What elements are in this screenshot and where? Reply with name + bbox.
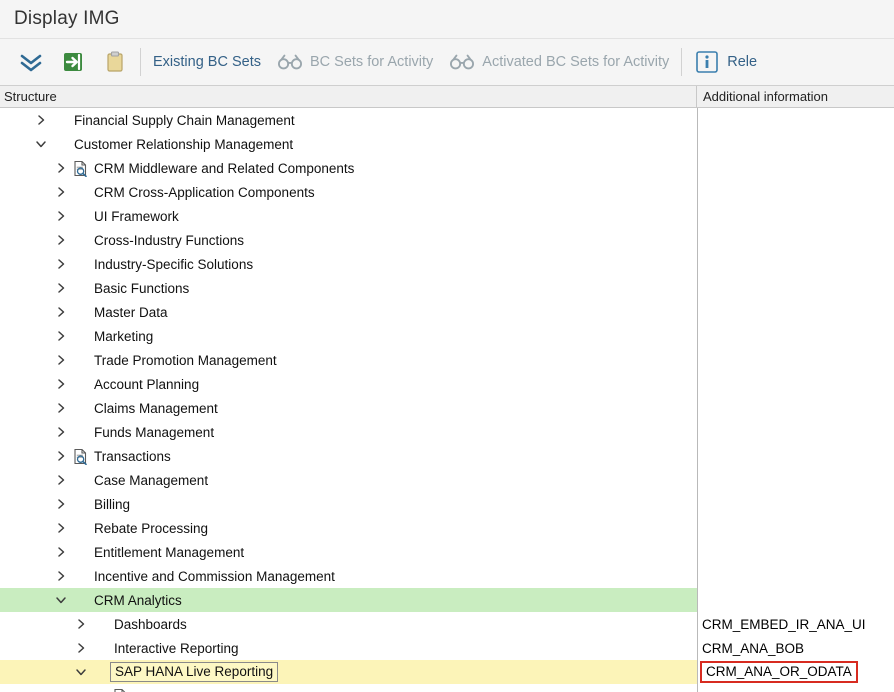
tree-node-label[interactable]: Rebate Processing [94, 520, 209, 536]
tree-row-additional-information-cell [697, 252, 894, 276]
tree-row-additional-information-cell [697, 180, 894, 204]
tree-row-structure-cell[interactable] [0, 324, 697, 348]
tree-row[interactable] [0, 180, 894, 204]
tree-row[interactable] [0, 228, 894, 252]
tree-node-label[interactable]: Trade Promotion Management [94, 352, 277, 368]
tree-row-additional-information-cell [697, 348, 894, 372]
double-chevron-down-icon [18, 49, 44, 75]
tree-row-additional-information-cell [697, 132, 894, 156]
tree-node-label[interactable]: CRM Analytics [94, 592, 182, 608]
tree-row-structure-cell[interactable] [0, 300, 697, 324]
existing-bc-sets-button[interactable] [145, 39, 269, 85]
chevron-down-icon[interactable] [72, 660, 90, 684]
chevron-down-icon[interactable] [52, 588, 70, 612]
chevron-right-icon[interactable] [52, 300, 70, 324]
tree-row-additional-information-cell [697, 564, 894, 588]
tree-row-additional-information-cell [697, 300, 894, 324]
toolbar-separator [140, 48, 141, 76]
tree-row[interactable] [0, 516, 894, 540]
tree-row-additional-information-cell [697, 516, 894, 540]
tree-node-label[interactable]: CRM Middleware and Related Components [94, 160, 355, 176]
chevron-right-icon[interactable] [52, 324, 70, 348]
tree-node-label[interactable]: Master Data [94, 304, 168, 320]
column-header-row [0, 86, 894, 108]
tree-row[interactable] [0, 132, 894, 156]
chevron-right-icon[interactable] [52, 564, 70, 588]
tree-row-structure-cell[interactable] [0, 444, 697, 468]
tree-row-structure-cell[interactable] [0, 348, 697, 372]
chevron-down-icon[interactable] [32, 132, 50, 156]
tree-row[interactable] [0, 276, 894, 300]
tree-row[interactable] [0, 492, 894, 516]
tree-row[interactable] [0, 444, 894, 468]
existing-bc-sets-label: Existing BC Sets [153, 54, 261, 70]
tree-node-label[interactable]: Basic Functions [94, 280, 190, 296]
tree-row-additional-information-cell [697, 324, 894, 348]
tree-row-structure-cell[interactable] [0, 516, 697, 540]
img-structure-tree[interactable] [0, 108, 894, 692]
arrow-into-box-icon [60, 49, 86, 75]
tree-row[interactable] [0, 468, 894, 492]
column-header-structure: Structure [0, 86, 697, 108]
tree-row-additional-information-cell [697, 276, 894, 300]
tree-row-structure-cell[interactable] [0, 156, 697, 180]
toolbar-separator [681, 48, 682, 76]
tree-node-label[interactable]: SAP HANA Live Reporting [110, 662, 278, 682]
tree-row-structure-cell[interactable] [0, 132, 697, 156]
tree-row-additional-information-cell [697, 660, 894, 684]
chevron-right-icon[interactable] [72, 612, 90, 636]
binoculars-icon [449, 49, 475, 75]
tree-row[interactable] [0, 612, 894, 636]
tree-row-structure-cell[interactable] [0, 468, 697, 492]
tree-row[interactable] [0, 324, 894, 348]
tree-row-structure-cell[interactable] [0, 660, 697, 684]
tree-row[interactable] [0, 420, 894, 444]
tree-row[interactable] [0, 684, 894, 692]
tree-row-additional-information-cell [697, 372, 894, 396]
tree-row-structure-cell[interactable] [0, 180, 697, 204]
tree-node-label[interactable]: Interactive Reporting [114, 640, 239, 656]
chevron-right-icon[interactable] [52, 444, 70, 468]
toolbar [0, 38, 894, 86]
tree-row-structure-cell[interactable] [0, 228, 697, 252]
tree-row[interactable] [0, 156, 894, 180]
window-title-bar [0, 0, 894, 38]
collapse-all-button[interactable] [10, 39, 52, 85]
tree-node-label[interactable]: Dashboards [114, 616, 187, 632]
tree-row[interactable] [0, 588, 894, 612]
tree-row-structure-cell[interactable] [0, 108, 697, 132]
tree-row-additional-information-cell [697, 468, 894, 492]
chevron-right-icon[interactable] [52, 516, 70, 540]
tree-row-additional-information-cell [697, 612, 894, 636]
tree-row-structure-cell[interactable] [0, 372, 697, 396]
tree-node-label[interactable]: Account Planning [94, 376, 200, 392]
tree-node-label[interactable]: Case Management [94, 472, 209, 488]
tree-node-label[interactable]: Incentive and Commission Management [94, 568, 335, 584]
tree-row-structure-cell[interactable] [0, 636, 697, 660]
tree-row[interactable] [0, 108, 894, 132]
column-divider [697, 108, 698, 692]
info-icon [694, 49, 720, 75]
chevron-right-icon[interactable] [52, 396, 70, 420]
binoculars-icon [277, 49, 303, 75]
tree-row-structure-cell[interactable] [0, 588, 697, 612]
tree-row[interactable] [0, 204, 894, 228]
additional-information-value: CRM_EMBED_IR_ANA_UI [702, 616, 866, 632]
bc-sets-for-activity-button[interactable] [269, 39, 441, 85]
chevron-right-icon[interactable] [52, 492, 70, 516]
tree-row-additional-information-cell [697, 396, 894, 420]
tree-node-label[interactable]: Transactions [94, 448, 171, 464]
chevron-right-icon[interactable] [52, 204, 70, 228]
tree-node-label[interactable]: Entitlement Management [94, 544, 245, 560]
tree-node-label[interactable]: CRM Cross-Application Components [94, 184, 315, 200]
tree-node-label[interactable]: UI Framework [94, 208, 179, 224]
tree-node-label[interactable]: Claims Management [94, 400, 218, 416]
chevron-right-icon[interactable] [52, 540, 70, 564]
tree-row-additional-information-cell [697, 420, 894, 444]
chevron-right-icon[interactable] [72, 636, 90, 660]
tree-row-structure-cell[interactable] [0, 204, 697, 228]
clipboard-button[interactable] [94, 39, 136, 85]
tree-row[interactable] [0, 396, 894, 420]
tree-row-additional-information-cell [697, 156, 894, 180]
tree-row-additional-information-cell [697, 540, 894, 564]
tree-row-structure-cell[interactable] [0, 612, 697, 636]
tree-row-additional-information-cell [697, 228, 894, 252]
tree-row[interactable] [0, 300, 894, 324]
chevron-right-icon[interactable] [52, 420, 70, 444]
additional-information-value: CRM_ANA_BOB [702, 640, 805, 656]
tree-row[interactable] [0, 636, 894, 660]
tree-row-structure-cell[interactable] [0, 420, 697, 444]
clipboard-icon [102, 49, 128, 75]
additional-information-value: CRM_ANA_OR_ODATA [700, 661, 858, 683]
tree-row-additional-information-cell [697, 492, 894, 516]
tree-row-additional-information-cell [697, 684, 894, 692]
chevron-right-icon[interactable] [52, 468, 70, 492]
tree-row-structure-cell[interactable] [0, 276, 697, 300]
tree-row-structure-cell[interactable] [0, 684, 697, 692]
tree-row-additional-information-cell [697, 108, 894, 132]
tree-node-label[interactable]: Financial Supply Chain Management [74, 112, 295, 128]
tree-row[interactable] [0, 252, 894, 276]
tree-node-label[interactable]: Billing [94, 496, 131, 512]
document-with-magnifier-icon[interactable] [110, 684, 130, 692]
tree-node-label[interactable]: Customer Relationship Management [74, 136, 294, 152]
tree-node-label[interactable]: Industry-Specific Solutions [94, 256, 254, 272]
tree-row-structure-cell[interactable] [0, 540, 697, 564]
bc-sets-for-activity-label: BC Sets for Activity [310, 54, 434, 70]
chevron-right-icon[interactable] [52, 180, 70, 204]
tree-row[interactable] [0, 372, 894, 396]
release-notes-button[interactable] [686, 39, 765, 85]
tree-row-additional-information-cell [697, 636, 894, 660]
chevron-right-icon[interactable] [52, 276, 70, 300]
tree-row[interactable] [0, 660, 894, 684]
tree-row-additional-information-cell [697, 204, 894, 228]
tree-node-label[interactable]: Marketing [94, 328, 154, 344]
tree-row[interactable] [0, 564, 894, 588]
tree-row-structure-cell[interactable] [0, 396, 697, 420]
document-with-magnifier-icon[interactable] [70, 156, 90, 180]
chevron-right-icon[interactable] [52, 156, 70, 180]
chevron-right-icon[interactable] [32, 108, 50, 132]
chevron-right-icon[interactable] [52, 228, 70, 252]
tree-node-label[interactable]: Funds Management [94, 424, 215, 440]
tree-row[interactable] [0, 348, 894, 372]
tree-row-structure-cell[interactable] [0, 492, 697, 516]
release-notes-label: Rele [727, 54, 758, 70]
tree-row-additional-information-cell [697, 588, 894, 612]
chevron-right-icon[interactable] [52, 348, 70, 372]
tree-node-label[interactable]: Cross-Industry Functions [94, 232, 245, 248]
page-title: Display IMG [14, 8, 120, 29]
tree-row-additional-information-cell [697, 444, 894, 468]
activated-bc-sets-for-activity-label: Activated BC Sets for Activity [482, 54, 670, 70]
chevron-right-icon[interactable] [52, 252, 70, 276]
expand-node-button[interactable] [52, 39, 94, 85]
tree-row-structure-cell[interactable] [0, 252, 697, 276]
tree-row-structure-cell[interactable] [0, 564, 697, 588]
document-with-magnifier-icon[interactable] [70, 444, 90, 468]
chevron-right-icon[interactable] [52, 372, 70, 396]
activated-bc-sets-for-activity-button[interactable] [441, 39, 677, 85]
column-header-additional-information: Additional information [703, 89, 829, 104]
tree-row[interactable] [0, 540, 894, 564]
